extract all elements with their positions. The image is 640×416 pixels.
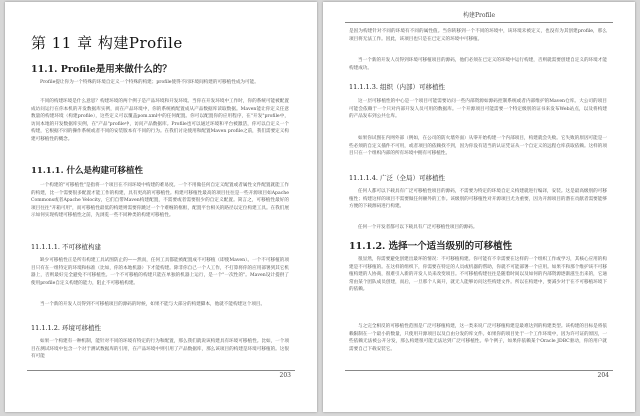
paragraph: 任何人都可以下载具有广泛可移植性项目的源码，不需要为特定的环境自定义构建就进行编译，安装。这是最高级别的可移植性；构建这样的项目不需要做任何额外的工作。该级别的可移植性对开源项目尤为重要，因为开源项目的潜在贡献者需要能够方便的下载源码进行构建。 (349, 189, 607, 210)
paragraph: 当一个新的开发人员得到不可移植项目的源码的时候，如果不能与大部分的构建脚本，他就不能构建这个项目。 (40, 302, 266, 307)
right-page (323, 2, 635, 412)
paragraph: 缺少可移植性正是所有构建工具试图防止的——然而，任何工具都能被配置成不可移植（即使Maven）。一个不可移植的项目只有在一组特定的环境和标准（比如，你的本地机器）下才能构建。除非你自己一个人工作，不打算将你的应用部署到其它机器上，否则最好完全避免不可移植性。一个不可移植的构建只能在单独的机器上运行，是一个"一次性的"。Maven设计提供了使用profile自定义构建的能力，阻止不可移植构建。 (31, 258, 289, 286)
section-heading-11-1-1: 11.1.1. 什么是构建可移植性 (31, 166, 143, 176)
page-number: 203 (279, 372, 291, 379)
footer-rule (345, 370, 613, 371)
left-page (5, 2, 317, 412)
section-heading-11-1-1-3: 11.1.1.3. 组织（内部）可移植性 (349, 83, 446, 91)
running-head: 构建Profile (463, 12, 495, 19)
paragraph: 任何一个开发者都可以下载具有广泛可移植性项目的源码。 (358, 225, 478, 230)
footer-rule (27, 370, 295, 371)
section-heading-11-1-1-1: 11.1.1.1. 不可移植构建 (31, 243, 102, 251)
section-heading-11-1-2: 11.1.2. 选择一个适当级别的可移植性 (349, 241, 513, 252)
section-heading-11-1: 11.1. Profile是用来做什么的？ (31, 64, 172, 75)
paragraph: 这一层可移植性的中心是一个项目可能需要访问一些内部资源如源码控制系统或者内部维护的Maven仓库。大公司的项目可能会依赖于一个只对内部开发人员可用的数据库。一个开源项目可能需要一个特定级别的证书来发布Web站点，以及将构建的产品发布到公共仓库。 (349, 99, 607, 120)
section-heading-11-1-1-2: 11.1.1.2. 环境可移植性 (31, 324, 102, 332)
paragraph: 如果一个构建有一种机制，能针对不同的环境有特定的行为和配置，那么我们就说该构建具有环境可移植性。比如，一个项目在测试环境中包含一个对于测试数据库的引用，在产品环境中则引用了产品数据库，那么该项目的构建是环境可移植的。这很有可能 (31, 339, 289, 360)
header-rule (345, 22, 613, 23)
paragraph: 当一个新的开发人员得到环境可移植项目的源码，他们必须在已定义的环境中运行构建，否则就需要创建自定义的环境才能构建成功。 (349, 58, 607, 71)
paragraph: 如果你试图在内网外部（例如，在公司的防火墙外面）从零开始构建一个内部项目，构建就会失败。它失败的原因可能是一些必须的自定义插件不可用，或者项目的依赖找不到，因为你没有适当的认证凭证从一个自定义的远程仓库获取依赖。这样的项目只在一个组织内部的所有环境中拥有可移植性。 (349, 136, 607, 157)
paragraph: 很显然，你需要避免创建出最坏的情况：不可移植构建。你可能有不幸需要在这样的一个组织工作或学习，其核心应用的构建是不可移植的。在这样的组织下，你需要在特定的人员或机器的帮助，你就不可能部署一个应用。如果不和那个维护该不可移植构建的人协商，很难引入新的开发人员来改变项目。不可移植构建往往是随着时间以及如何的内部资源逐渐滋生出来的，它通常由某个团队成员创建，而后，一旦那个人离开，就无人能够访问这些构建文件。所以在构建中，要减少对于在不可移植环境下的依赖。 (349, 257, 607, 293)
paragraph: 不同的构建环境是什么意思？构建环境的两个例子是产品环境和开发环境。当你在开发环境中工作时，你的系统可能被配置成访问运行在你本机的开发数据库实例，而在产品环境中，你的系统被配置成从产品数据库读取数据。Maven能让你定义任意数量的构建环境（构建profile），这些定义可以覆盖pom.xml中的任何配置。你可以配置你的应用程序，在"开发"profile中，访问本地的开发数据库实例，在"产品"profile中，访问产品数据库。Profile也可以通过环境和平台被激活，你可以自定义一个构建，它根据不同的操作系统或者不同的安装版本有不同的行为。在我们讨论使用和配置Maven profile之前，我们需要定义构建可移植性的概念。 (31, 99, 289, 142)
paragraph: 是因为构建针对不同的环境有不同的属性值。当你转移到一个不同的环境中，该环境未被定义，也没有为其创建profile，那么项目将无法工作。因此，该项目也只是在已定义的环境中可移植。 (349, 29, 607, 42)
chapter-title: 第 11 章 构建Profile (31, 34, 183, 52)
paragraph: 与之完全相反的可移植性范围是广泛可移植构建，这一类来说广泛可移植构建是最难达到的构建类型。该构建的目标是将依赖限制在一个最小的数量，只使用开源项目以及自由分发的库文件。如果你的项目处于一个工作环境中，因为许可证的原因，一些依赖无法被公开分发，那么构建很可能无法达到广泛可移植性。举个例子，如果你依赖某个Oracle JDBC驱动，你的用户就需要自己下载安装它。 (349, 324, 607, 352)
paragraph: Profile提让你为一个特殊的环境自定义一个特殊的构建；profile使得不同环境间构建的可移植性成为可能。 (40, 80, 259, 85)
section-heading-11-1-1-4: 11.1.1.4. 广泛（全局）可移植性 (349, 174, 446, 182)
paragraph: 一个构建的"可移植性"是指将一个项目在不同环境中构建的难易度。一个不用做任何自定义配置或者属性文件配置就能工作的构建，比一个需要很多配置才能工作的构建，具有更高的可移植性。构建可移植性最高的项目往往是一些开源项目如Apache Commons或者Apache Velocity，它们自带Maven构建配置，不需要或者需要很少的自定义配置。简言之，可移植性最好的项目往往"开箱可用"，而可移植性最低的构建则需要你跳过一个个难缠的框框，配置平台相关的路径以定位构建工具。在我们展示如何实现构建可移植性之前，先浏览一些不同种类的构建可移植性。 (31, 183, 289, 219)
page-number: 204 (597, 372, 609, 379)
